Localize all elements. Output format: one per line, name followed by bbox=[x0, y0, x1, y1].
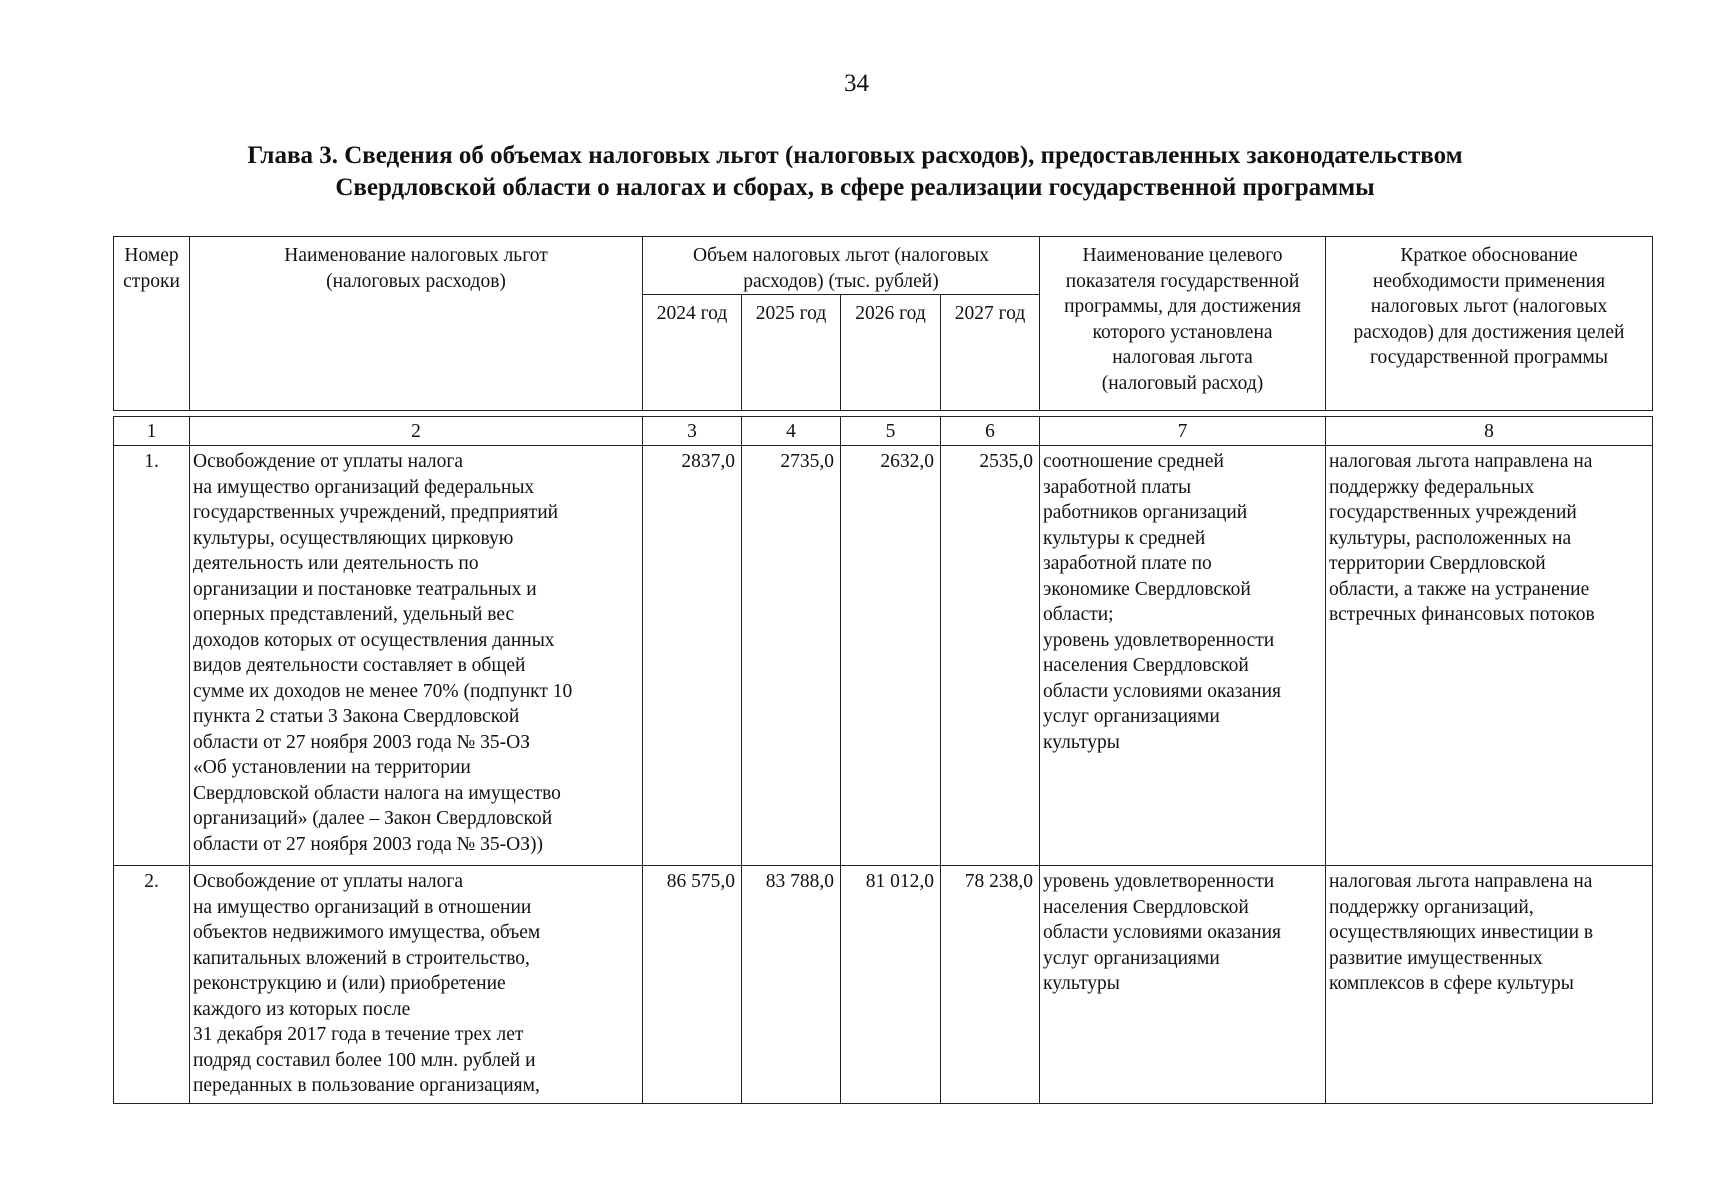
title-line: Свердловской области о налогах и сборах, в сфере реализации государственной программы bbox=[335, 174, 1375, 201]
page-title bbox=[130, 140, 1580, 204]
row-number: 1. bbox=[114, 446, 190, 866]
column-number: 1 bbox=[114, 417, 190, 446]
value-2026: 2632,0 bbox=[841, 446, 941, 866]
column-number: 2 bbox=[190, 417, 643, 446]
value-2024: 86 575,0 bbox=[643, 866, 742, 1104]
value-2025: 83 788,0 bbox=[742, 866, 841, 1104]
header-volume: Объем налоговых льгот (налоговых расходов) (тыс. рублей) bbox=[643, 237, 1040, 295]
target-indicator: уровень удовлетворенности населения Свердловской области условиями оказания услуг организациями культуры bbox=[1040, 866, 1326, 1104]
header-year: 2025 год bbox=[742, 295, 841, 411]
column-number: 8 bbox=[1326, 417, 1653, 446]
value-2027: 2535,0 bbox=[941, 446, 1040, 866]
table-row bbox=[114, 446, 1653, 866]
target-indicator: соотношение средней заработной платы работников организаций культуры к средней заработной плате по экономике Свердловской области; уровень удовлетворенности населения Свердловской области условиями оказания услуг организациями культуры bbox=[1040, 446, 1326, 866]
header-year: 2026 год bbox=[841, 295, 941, 411]
justification: налоговая льгота направлена на поддержку федеральных государственных учреждений культуры, расположенных на территории Свердловской области, а также на устранение встречных финансовых потоков bbox=[1326, 446, 1653, 866]
justification: налоговая льгота направлена на поддержку организаций, осуществляющих инвестиции в развитие имущественных комплексов в сфере культуры bbox=[1326, 866, 1653, 1104]
column-number: 6 bbox=[941, 417, 1040, 446]
table-body bbox=[113, 416, 1653, 1104]
page-number: 34 bbox=[844, 70, 869, 97]
column-number: 7 bbox=[1040, 417, 1326, 446]
header-indicator: Наименование целевого показателя государственной программы, для достижения которого установлена налоговая льгота (налоговый расход) bbox=[1040, 237, 1326, 411]
header-year: 2024 год bbox=[643, 295, 742, 411]
value-2025: 2735,0 bbox=[742, 446, 841, 866]
column-number: 3 bbox=[643, 417, 742, 446]
title-line: Глава 3. Сведения об объемах налоговых льгот (налоговых расходов), предоставленных законодательством bbox=[247, 142, 1463, 169]
header-year: 2027 год bbox=[941, 295, 1040, 411]
benefit-name: Освобождение от уплаты налога на имущество организаций федеральных государственных учреждений, предприятий культуры, осуществляющих цирковую деятельность или деятельность по организации и постановке театральных и оперных представлений, удельный вес доходов которых от осуществления данных видов деятельности составляет в общей сумме их доходов не менее 70% (подпункт 10 пункта 2 статьи 3 Закона Свердловской области от 27 ноября 2003 года № 35-ОЗ «Об установлении на территории Свердловской области налога на имущество организаций» (далее – Закон Свердловской области от 27 ноября 2003 года № 35-ОЗ)) bbox=[190, 446, 643, 866]
value-2026: 81 012,0 bbox=[841, 866, 941, 1104]
header-justification: Краткое обоснование необходимости применения налоговых льгот (налоговых расходов) для достижения целей государственной программы bbox=[1326, 237, 1653, 411]
column-number: 4 bbox=[742, 417, 841, 446]
header-row-number: Номер строки bbox=[114, 237, 190, 411]
header-name: Наименование налоговых льгот (налоговых расходов) bbox=[190, 237, 643, 411]
column-number-row bbox=[114, 417, 1653, 446]
value-2024: 2837,0 bbox=[643, 446, 742, 866]
table-header bbox=[113, 236, 1653, 411]
column-number: 5 bbox=[841, 417, 941, 446]
table-row bbox=[114, 866, 1653, 1104]
row-number: 2. bbox=[114, 866, 190, 1104]
value-2027: 78 238,0 bbox=[941, 866, 1040, 1104]
benefit-name: Освобождение от уплаты налога на имущество организаций в отношении объектов недвижимого имущества, объем капитальных вложений в строительство, реконструкцию и (или) приобретение каждого из которых после 31 декабря 2017 года в течение трех лет подряд составил более 100 млн. рублей и переданных в пользование организациям, bbox=[190, 866, 643, 1104]
